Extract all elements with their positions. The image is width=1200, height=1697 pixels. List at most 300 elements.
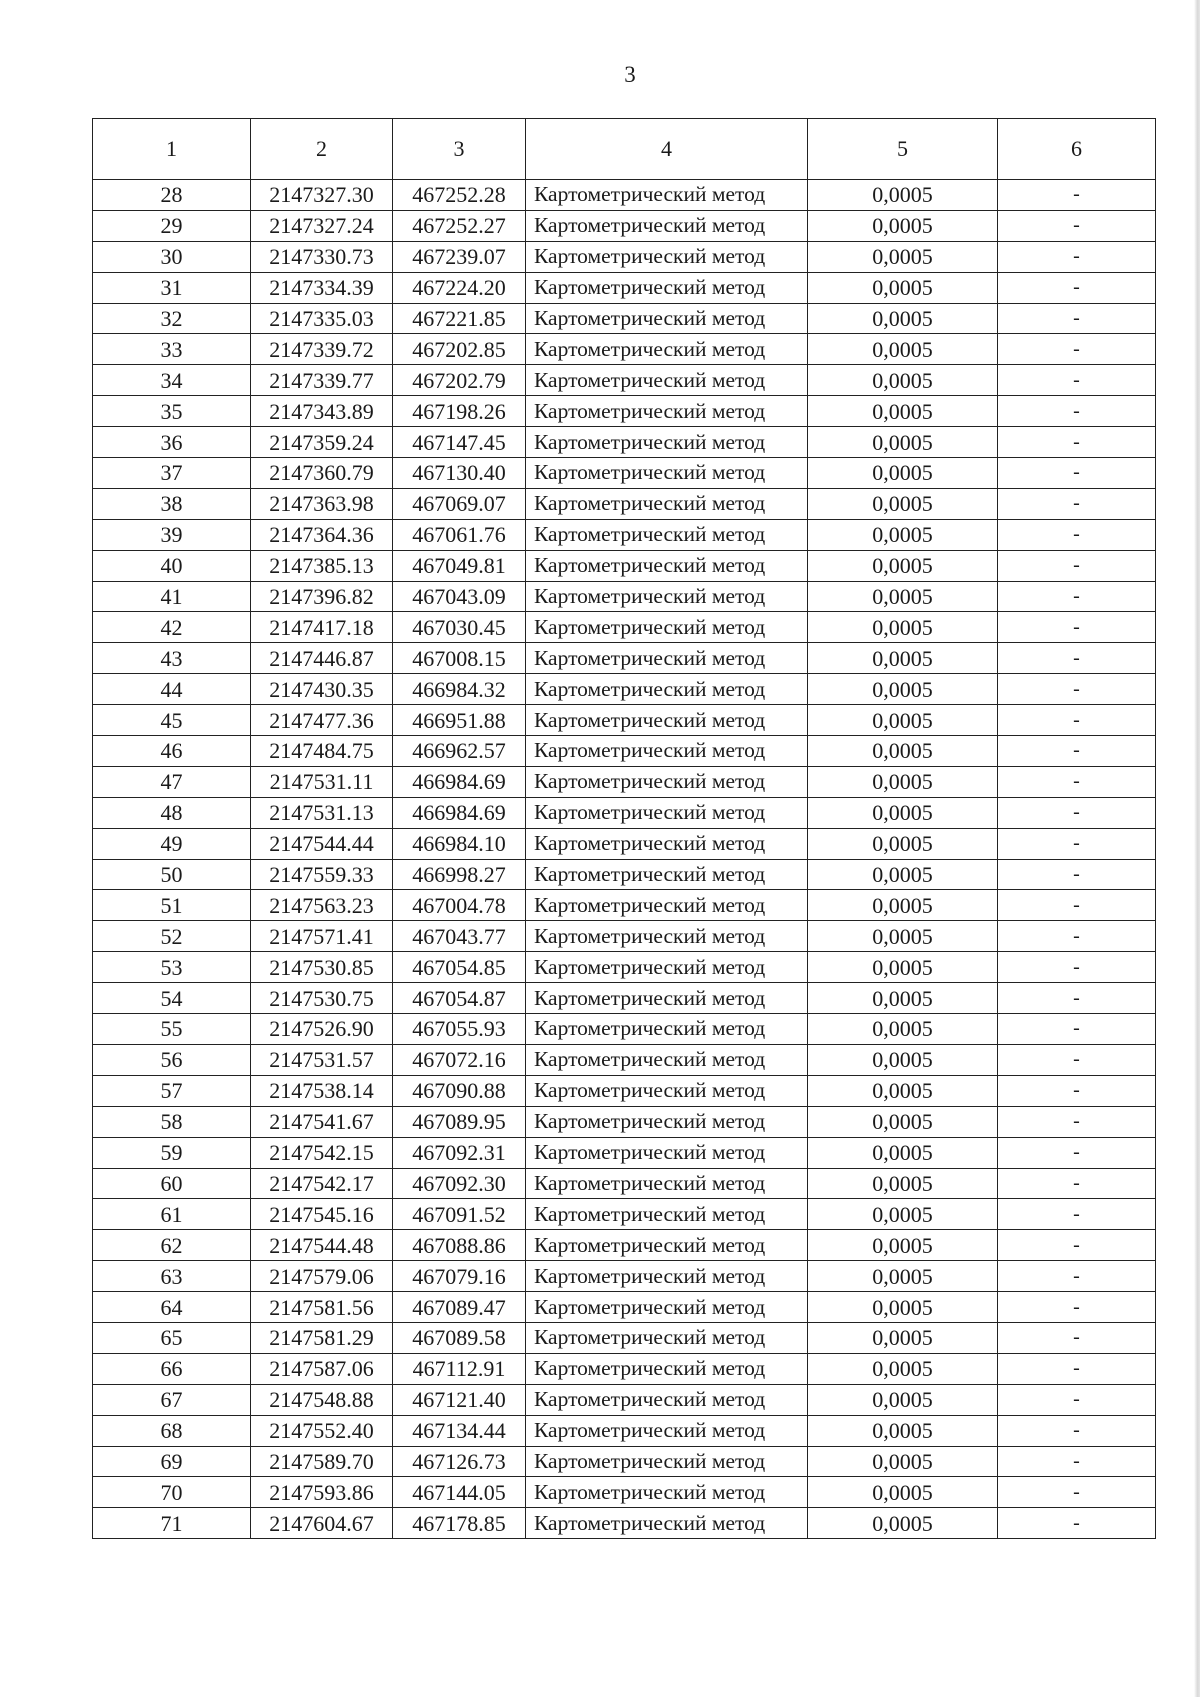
table-row bbox=[93, 890, 1156, 921]
y-coordinate-cell: 467008.15 bbox=[393, 643, 526, 674]
table-row bbox=[93, 797, 1156, 828]
y-coordinate-cell: 467134.44 bbox=[393, 1415, 526, 1446]
point-number-cell: 29 bbox=[93, 210, 251, 241]
accuracy-cell: 0,0005 bbox=[808, 488, 998, 519]
table-row bbox=[93, 488, 1156, 519]
accuracy-cell: 0,0005 bbox=[808, 1261, 998, 1292]
table-row bbox=[93, 180, 1156, 211]
x-coordinate-cell: 2147559.33 bbox=[251, 859, 393, 890]
point-number-cell: 67 bbox=[93, 1384, 251, 1415]
accuracy-cell: 0,0005 bbox=[808, 952, 998, 983]
y-coordinate-cell: 467004.78 bbox=[393, 890, 526, 921]
column-header: 4 bbox=[526, 119, 808, 180]
method-cell: Картометрический метод bbox=[526, 828, 808, 859]
y-coordinate-cell: 467055.93 bbox=[393, 1014, 526, 1045]
table-row bbox=[93, 241, 1156, 272]
point-number-cell: 38 bbox=[93, 488, 251, 519]
point-number-cell: 30 bbox=[93, 241, 251, 272]
table-row bbox=[93, 581, 1156, 612]
point-number-cell: 71 bbox=[93, 1508, 251, 1539]
accuracy-cell: 0,0005 bbox=[808, 1477, 998, 1508]
x-coordinate-cell: 2147396.82 bbox=[251, 581, 393, 612]
note-cell: - bbox=[998, 643, 1156, 674]
x-coordinate-cell: 2147604.67 bbox=[251, 1508, 393, 1539]
y-coordinate-cell: 467202.79 bbox=[393, 365, 526, 396]
table-row bbox=[93, 1137, 1156, 1168]
x-coordinate-cell: 2147364.36 bbox=[251, 519, 393, 550]
method-cell: Картометрический метод bbox=[526, 519, 808, 550]
method-cell: Картометрический метод bbox=[526, 952, 808, 983]
note-cell: - bbox=[998, 488, 1156, 519]
x-coordinate-cell: 2147589.70 bbox=[251, 1446, 393, 1477]
x-coordinate-cell: 2147531.57 bbox=[251, 1044, 393, 1075]
table-row bbox=[93, 952, 1156, 983]
accuracy-cell: 0,0005 bbox=[808, 705, 998, 736]
note-cell: - bbox=[998, 736, 1156, 767]
note-cell: - bbox=[998, 458, 1156, 489]
table-row bbox=[93, 272, 1156, 303]
table-row bbox=[93, 1508, 1156, 1539]
table-row bbox=[93, 828, 1156, 859]
point-number-cell: 44 bbox=[93, 674, 251, 705]
note-cell: - bbox=[998, 1106, 1156, 1137]
table-row bbox=[93, 1322, 1156, 1353]
method-cell: Картометрический метод bbox=[526, 272, 808, 303]
note-cell: - bbox=[998, 1508, 1156, 1539]
method-cell: Картометрический метод bbox=[526, 180, 808, 211]
method-cell: Картометрический метод bbox=[526, 458, 808, 489]
note-cell: - bbox=[998, 1415, 1156, 1446]
x-coordinate-cell: 2147593.86 bbox=[251, 1477, 393, 1508]
note-cell: - bbox=[998, 1044, 1156, 1075]
y-coordinate-cell: 466951.88 bbox=[393, 705, 526, 736]
note-cell: - bbox=[998, 952, 1156, 983]
table-row bbox=[93, 705, 1156, 736]
table-row bbox=[93, 365, 1156, 396]
table-row bbox=[93, 766, 1156, 797]
accuracy-cell: 0,0005 bbox=[808, 1199, 998, 1230]
accuracy-cell: 0,0005 bbox=[808, 1044, 998, 1075]
method-cell: Картометрический метод bbox=[526, 241, 808, 272]
y-coordinate-cell: 466984.69 bbox=[393, 766, 526, 797]
table-row bbox=[93, 1014, 1156, 1045]
table-row bbox=[93, 1075, 1156, 1106]
table-row bbox=[93, 1261, 1156, 1292]
x-coordinate-cell: 2147571.41 bbox=[251, 921, 393, 952]
accuracy-cell: 0,0005 bbox=[808, 674, 998, 705]
y-coordinate-cell: 466984.32 bbox=[393, 674, 526, 705]
accuracy-cell: 0,0005 bbox=[808, 1106, 998, 1137]
note-cell: - bbox=[998, 828, 1156, 859]
table-row bbox=[93, 1384, 1156, 1415]
point-number-cell: 66 bbox=[93, 1353, 251, 1384]
point-number-cell: 50 bbox=[93, 859, 251, 890]
accuracy-cell: 0,0005 bbox=[808, 241, 998, 272]
table-row bbox=[93, 1230, 1156, 1261]
accuracy-cell: 0,0005 bbox=[808, 1137, 998, 1168]
note-cell: - bbox=[998, 921, 1156, 952]
method-cell: Картометрический метод bbox=[526, 581, 808, 612]
table-row bbox=[93, 1199, 1156, 1230]
note-cell: - bbox=[998, 272, 1156, 303]
accuracy-cell: 0,0005 bbox=[808, 797, 998, 828]
x-coordinate-cell: 2147430.35 bbox=[251, 674, 393, 705]
y-coordinate-cell: 467130.40 bbox=[393, 458, 526, 489]
x-coordinate-cell: 2147548.88 bbox=[251, 1384, 393, 1415]
y-coordinate-cell: 467090.88 bbox=[393, 1075, 526, 1106]
method-cell: Картометрический метод bbox=[526, 736, 808, 767]
x-coordinate-cell: 2147581.29 bbox=[251, 1322, 393, 1353]
method-cell: Картометрический метод bbox=[526, 983, 808, 1014]
y-coordinate-cell: 467202.85 bbox=[393, 334, 526, 365]
y-coordinate-cell: 467061.76 bbox=[393, 519, 526, 550]
point-number-cell: 62 bbox=[93, 1230, 251, 1261]
note-cell: - bbox=[998, 1137, 1156, 1168]
x-coordinate-cell: 2147327.24 bbox=[251, 210, 393, 241]
point-number-cell: 68 bbox=[93, 1415, 251, 1446]
point-number-cell: 55 bbox=[93, 1014, 251, 1045]
point-number-cell: 61 bbox=[93, 1199, 251, 1230]
table-row bbox=[93, 334, 1156, 365]
y-coordinate-cell: 467224.20 bbox=[393, 272, 526, 303]
table-row bbox=[93, 1446, 1156, 1477]
point-number-cell: 53 bbox=[93, 952, 251, 983]
point-number-cell: 58 bbox=[93, 1106, 251, 1137]
y-coordinate-cell: 467112.91 bbox=[393, 1353, 526, 1384]
method-cell: Картометрический метод bbox=[526, 365, 808, 396]
method-cell: Картометрический метод bbox=[526, 643, 808, 674]
point-number-cell: 40 bbox=[93, 550, 251, 581]
x-coordinate-cell: 2147327.30 bbox=[251, 180, 393, 211]
point-number-cell: 70 bbox=[93, 1477, 251, 1508]
method-cell: Картометрический метод bbox=[526, 1199, 808, 1230]
method-cell: Картометрический метод bbox=[526, 674, 808, 705]
method-cell: Картометрический метод bbox=[526, 396, 808, 427]
accuracy-cell: 0,0005 bbox=[808, 334, 998, 365]
note-cell: - bbox=[998, 1075, 1156, 1106]
note-cell: - bbox=[998, 612, 1156, 643]
x-coordinate-cell: 2147417.18 bbox=[251, 612, 393, 643]
x-coordinate-cell: 2147531.11 bbox=[251, 766, 393, 797]
accuracy-cell: 0,0005 bbox=[808, 458, 998, 489]
method-cell: Картометрический метод bbox=[526, 1508, 808, 1539]
note-cell: - bbox=[998, 519, 1156, 550]
point-number-cell: 65 bbox=[93, 1322, 251, 1353]
x-coordinate-cell: 2147545.16 bbox=[251, 1199, 393, 1230]
point-number-cell: 45 bbox=[93, 705, 251, 736]
accuracy-cell: 0,0005 bbox=[808, 766, 998, 797]
x-coordinate-cell: 2147343.89 bbox=[251, 396, 393, 427]
x-coordinate-cell: 2147477.36 bbox=[251, 705, 393, 736]
point-number-cell: 37 bbox=[93, 458, 251, 489]
table-row bbox=[93, 1415, 1156, 1446]
note-cell: - bbox=[998, 1322, 1156, 1353]
method-cell: Картометрический метод bbox=[526, 1477, 808, 1508]
y-coordinate-cell: 467072.16 bbox=[393, 1044, 526, 1075]
point-number-cell: 32 bbox=[93, 303, 251, 334]
method-cell: Картометрический метод bbox=[526, 797, 808, 828]
accuracy-cell: 0,0005 bbox=[808, 1446, 998, 1477]
y-coordinate-cell: 467091.52 bbox=[393, 1199, 526, 1230]
accuracy-cell: 0,0005 bbox=[808, 859, 998, 890]
method-cell: Картометрический метод bbox=[526, 210, 808, 241]
x-coordinate-cell: 2147330.73 bbox=[251, 241, 393, 272]
method-cell: Картометрический метод bbox=[526, 705, 808, 736]
note-cell: - bbox=[998, 180, 1156, 211]
column-header: 6 bbox=[998, 119, 1156, 180]
table-row bbox=[93, 303, 1156, 334]
accuracy-cell: 0,0005 bbox=[808, 1384, 998, 1415]
table-row bbox=[93, 550, 1156, 581]
point-number-cell: 36 bbox=[93, 427, 251, 458]
y-coordinate-cell: 467126.73 bbox=[393, 1446, 526, 1477]
x-coordinate-cell: 2147544.44 bbox=[251, 828, 393, 859]
y-coordinate-cell: 467089.95 bbox=[393, 1106, 526, 1137]
table-row bbox=[93, 1292, 1156, 1323]
x-coordinate-cell: 2147563.23 bbox=[251, 890, 393, 921]
accuracy-cell: 0,0005 bbox=[808, 1508, 998, 1539]
point-number-cell: 56 bbox=[93, 1044, 251, 1075]
method-cell: Картометрический метод bbox=[526, 1137, 808, 1168]
y-coordinate-cell: 466984.69 bbox=[393, 797, 526, 828]
point-number-cell: 28 bbox=[93, 180, 251, 211]
point-number-cell: 60 bbox=[93, 1168, 251, 1199]
accuracy-cell: 0,0005 bbox=[808, 1075, 998, 1106]
column-header: 1 bbox=[93, 119, 251, 180]
note-cell: - bbox=[998, 1261, 1156, 1292]
method-cell: Картометрический метод bbox=[526, 921, 808, 952]
coordinates-table-container bbox=[92, 118, 1155, 1539]
y-coordinate-cell: 467092.30 bbox=[393, 1168, 526, 1199]
accuracy-cell: 0,0005 bbox=[808, 643, 998, 674]
accuracy-cell: 0,0005 bbox=[808, 1014, 998, 1045]
y-coordinate-cell: 467147.45 bbox=[393, 427, 526, 458]
table-row bbox=[93, 458, 1156, 489]
x-coordinate-cell: 2147542.17 bbox=[251, 1168, 393, 1199]
table-row bbox=[93, 1106, 1156, 1137]
method-cell: Картометрический метод bbox=[526, 303, 808, 334]
y-coordinate-cell: 467144.05 bbox=[393, 1477, 526, 1508]
accuracy-cell: 0,0005 bbox=[808, 1415, 998, 1446]
y-coordinate-cell: 467092.31 bbox=[393, 1137, 526, 1168]
note-cell: - bbox=[998, 427, 1156, 458]
x-coordinate-cell: 2147385.13 bbox=[251, 550, 393, 581]
note-cell: - bbox=[998, 705, 1156, 736]
x-coordinate-cell: 2147359.24 bbox=[251, 427, 393, 458]
accuracy-cell: 0,0005 bbox=[808, 519, 998, 550]
y-coordinate-cell: 467030.45 bbox=[393, 612, 526, 643]
method-cell: Картометрический метод bbox=[526, 1446, 808, 1477]
table-row bbox=[93, 612, 1156, 643]
column-header: 2 bbox=[251, 119, 393, 180]
x-coordinate-cell: 2147552.40 bbox=[251, 1415, 393, 1446]
table-row bbox=[93, 674, 1156, 705]
point-number-cell: 33 bbox=[93, 334, 251, 365]
method-cell: Картометрический метод bbox=[526, 334, 808, 365]
note-cell: - bbox=[998, 1014, 1156, 1045]
x-coordinate-cell: 2147335.03 bbox=[251, 303, 393, 334]
method-cell: Картометрический метод bbox=[526, 1292, 808, 1323]
column-header: 5 bbox=[808, 119, 998, 180]
y-coordinate-cell: 467198.26 bbox=[393, 396, 526, 427]
point-number-cell: 51 bbox=[93, 890, 251, 921]
note-cell: - bbox=[998, 890, 1156, 921]
y-coordinate-cell: 467121.40 bbox=[393, 1384, 526, 1415]
y-coordinate-cell: 467069.07 bbox=[393, 488, 526, 519]
accuracy-cell: 0,0005 bbox=[808, 365, 998, 396]
page-number: 3 bbox=[624, 62, 636, 87]
accuracy-cell: 0,0005 bbox=[808, 550, 998, 581]
accuracy-cell: 0,0005 bbox=[808, 736, 998, 767]
method-cell: Картометрический метод bbox=[526, 766, 808, 797]
note-cell: - bbox=[998, 550, 1156, 581]
x-coordinate-cell: 2147339.77 bbox=[251, 365, 393, 396]
x-coordinate-cell: 2147579.06 bbox=[251, 1261, 393, 1292]
y-coordinate-cell: 467049.81 bbox=[393, 550, 526, 581]
method-cell: Картометрический метод bbox=[526, 1106, 808, 1137]
y-coordinate-cell: 466962.57 bbox=[393, 736, 526, 767]
method-cell: Картометрический метод bbox=[526, 1384, 808, 1415]
note-cell: - bbox=[998, 983, 1156, 1014]
accuracy-cell: 0,0005 bbox=[808, 303, 998, 334]
point-number-cell: 39 bbox=[93, 519, 251, 550]
accuracy-cell: 0,0005 bbox=[808, 581, 998, 612]
note-cell: - bbox=[998, 859, 1156, 890]
column-header: 3 bbox=[393, 119, 526, 180]
y-coordinate-cell: 467089.47 bbox=[393, 1292, 526, 1323]
table-row bbox=[93, 983, 1156, 1014]
note-cell: - bbox=[998, 1199, 1156, 1230]
point-number-cell: 52 bbox=[93, 921, 251, 952]
point-number-cell: 43 bbox=[93, 643, 251, 674]
x-coordinate-cell: 2147581.56 bbox=[251, 1292, 393, 1323]
point-number-cell: 69 bbox=[93, 1446, 251, 1477]
y-coordinate-cell: 467043.09 bbox=[393, 581, 526, 612]
method-cell: Картометрический метод bbox=[526, 1230, 808, 1261]
x-coordinate-cell: 2147538.14 bbox=[251, 1075, 393, 1106]
method-cell: Картометрический метод bbox=[526, 1415, 808, 1446]
method-cell: Картометрический метод bbox=[526, 1261, 808, 1292]
table-body bbox=[93, 180, 1156, 1539]
point-number-cell: 49 bbox=[93, 828, 251, 859]
accuracy-cell: 0,0005 bbox=[808, 890, 998, 921]
method-cell: Картометрический метод bbox=[526, 890, 808, 921]
x-coordinate-cell: 2147530.75 bbox=[251, 983, 393, 1014]
accuracy-cell: 0,0005 bbox=[808, 1168, 998, 1199]
note-cell: - bbox=[998, 396, 1156, 427]
point-number-cell: 34 bbox=[93, 365, 251, 396]
y-coordinate-cell: 466998.27 bbox=[393, 859, 526, 890]
point-number-cell: 63 bbox=[93, 1261, 251, 1292]
y-coordinate-cell: 467054.87 bbox=[393, 983, 526, 1014]
scan-edge-shadow bbox=[1194, 0, 1200, 1697]
table-row bbox=[93, 921, 1156, 952]
accuracy-cell: 0,0005 bbox=[808, 180, 998, 211]
y-coordinate-cell: 467043.77 bbox=[393, 921, 526, 952]
method-cell: Картометрический метод bbox=[526, 1044, 808, 1075]
y-coordinate-cell: 467089.58 bbox=[393, 1322, 526, 1353]
point-number-cell: 42 bbox=[93, 612, 251, 643]
x-coordinate-cell: 2147530.85 bbox=[251, 952, 393, 983]
table-row bbox=[93, 1044, 1156, 1075]
table-header-row bbox=[93, 119, 1156, 180]
method-cell: Картометрический метод bbox=[526, 488, 808, 519]
x-coordinate-cell: 2147587.06 bbox=[251, 1353, 393, 1384]
point-number-cell: 48 bbox=[93, 797, 251, 828]
note-cell: - bbox=[998, 1477, 1156, 1508]
note-cell: - bbox=[998, 1292, 1156, 1323]
accuracy-cell: 0,0005 bbox=[808, 612, 998, 643]
y-coordinate-cell: 467239.07 bbox=[393, 241, 526, 272]
accuracy-cell: 0,0005 bbox=[808, 983, 998, 1014]
x-coordinate-cell: 2147541.67 bbox=[251, 1106, 393, 1137]
method-cell: Картометрический метод bbox=[526, 859, 808, 890]
note-cell: - bbox=[998, 581, 1156, 612]
accuracy-cell: 0,0005 bbox=[808, 1230, 998, 1261]
method-cell: Картометрический метод bbox=[526, 1075, 808, 1106]
note-cell: - bbox=[998, 674, 1156, 705]
note-cell: - bbox=[998, 365, 1156, 396]
accuracy-cell: 0,0005 bbox=[808, 396, 998, 427]
y-coordinate-cell: 467252.28 bbox=[393, 180, 526, 211]
accuracy-cell: 0,0005 bbox=[808, 1322, 998, 1353]
note-cell: - bbox=[998, 1384, 1156, 1415]
y-coordinate-cell: 467221.85 bbox=[393, 303, 526, 334]
coordinates-table bbox=[92, 118, 1156, 1539]
x-coordinate-cell: 2147446.87 bbox=[251, 643, 393, 674]
point-number-cell: 57 bbox=[93, 1075, 251, 1106]
accuracy-cell: 0,0005 bbox=[808, 921, 998, 952]
note-cell: - bbox=[998, 1446, 1156, 1477]
table-row bbox=[93, 396, 1156, 427]
point-number-cell: 46 bbox=[93, 736, 251, 767]
method-cell: Картометрический метод bbox=[526, 1322, 808, 1353]
note-cell: - bbox=[998, 766, 1156, 797]
point-number-cell: 35 bbox=[93, 396, 251, 427]
table-row bbox=[93, 1168, 1156, 1199]
point-number-cell: 31 bbox=[93, 272, 251, 303]
method-cell: Картометрический метод bbox=[526, 612, 808, 643]
accuracy-cell: 0,0005 bbox=[808, 828, 998, 859]
note-cell: - bbox=[998, 210, 1156, 241]
accuracy-cell: 0,0005 bbox=[808, 272, 998, 303]
table-row bbox=[93, 736, 1156, 767]
accuracy-cell: 0,0005 bbox=[808, 210, 998, 241]
point-number-cell: 41 bbox=[93, 581, 251, 612]
note-cell: - bbox=[998, 241, 1156, 272]
method-cell: Картометрический метод bbox=[526, 427, 808, 458]
x-coordinate-cell: 2147531.13 bbox=[251, 797, 393, 828]
point-number-cell: 64 bbox=[93, 1292, 251, 1323]
method-cell: Картометрический метод bbox=[526, 1014, 808, 1045]
note-cell: - bbox=[998, 303, 1156, 334]
point-number-cell: 54 bbox=[93, 983, 251, 1014]
table-row bbox=[93, 210, 1156, 241]
y-coordinate-cell: 467252.27 bbox=[393, 210, 526, 241]
table-row bbox=[93, 643, 1156, 674]
method-cell: Картометрический метод bbox=[526, 1353, 808, 1384]
x-coordinate-cell: 2147363.98 bbox=[251, 488, 393, 519]
point-number-cell: 47 bbox=[93, 766, 251, 797]
table-row bbox=[93, 1477, 1156, 1508]
note-cell: - bbox=[998, 334, 1156, 365]
table-row bbox=[93, 427, 1156, 458]
method-cell: Картометрический метод bbox=[526, 550, 808, 581]
accuracy-cell: 0,0005 bbox=[808, 1353, 998, 1384]
y-coordinate-cell: 466984.10 bbox=[393, 828, 526, 859]
accuracy-cell: 0,0005 bbox=[808, 427, 998, 458]
y-coordinate-cell: 467178.85 bbox=[393, 1508, 526, 1539]
